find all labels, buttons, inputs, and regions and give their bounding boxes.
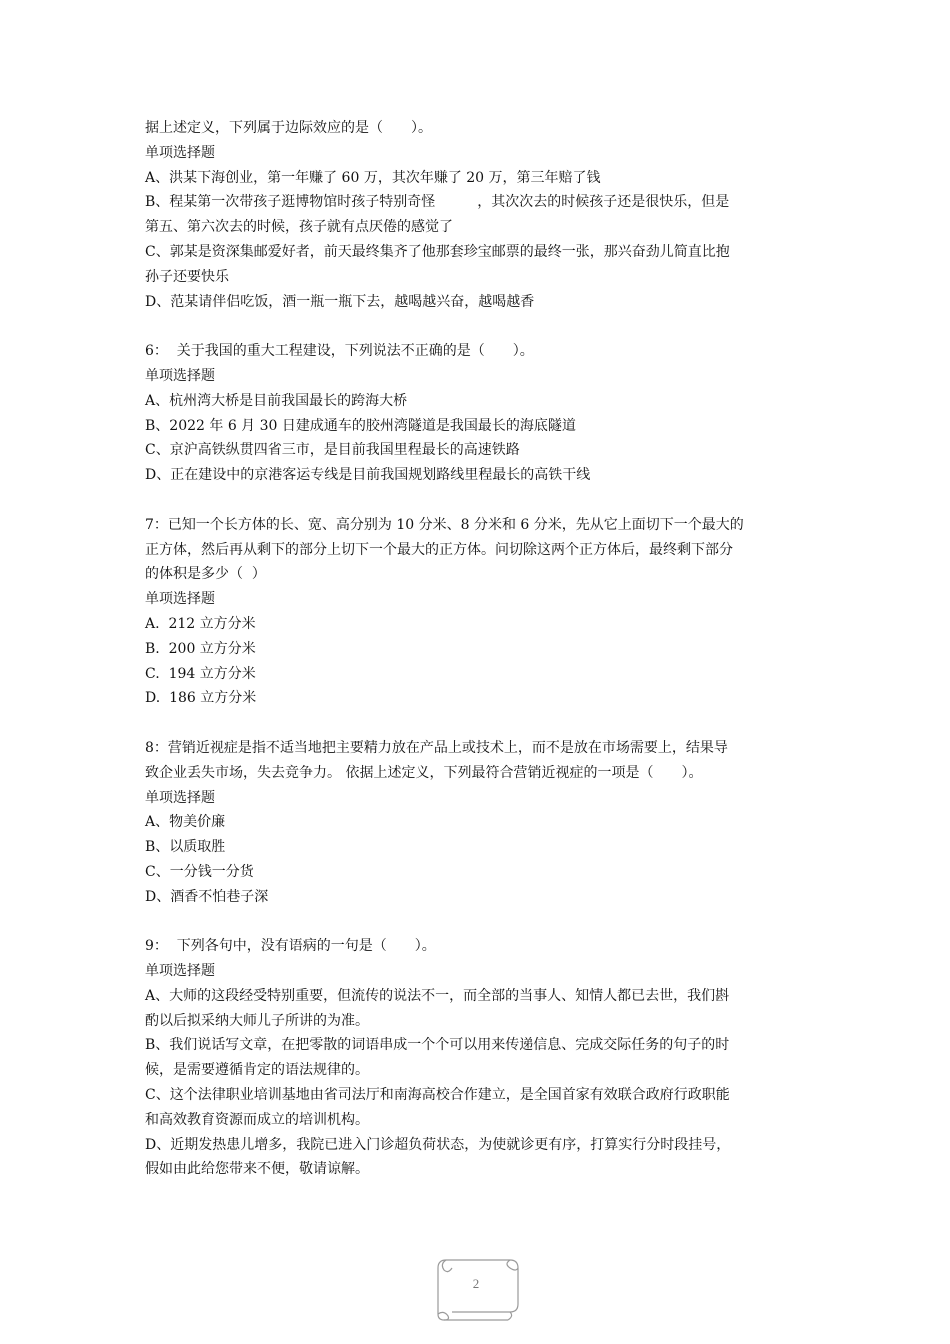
question-5 xyxy=(145,116,810,314)
option-a-cont: 酌以后拟采纳大师儿子所讲的为准。 xyxy=(145,1012,369,1029)
option-a: A. 212 立方分米 xyxy=(145,615,256,632)
option-b: B、以质取胜 xyxy=(145,839,226,856)
question-stem: 7：已知一个长方体的长、宽、高分别为 10 分米、8 分米和 6 分米，先从它上面切下一个最大的 xyxy=(145,516,744,533)
option-b: B、2022 年 6 月 30 日建成通车的胶州湾隧道是我国最长的海底隧道 xyxy=(145,417,576,434)
question-9 xyxy=(145,934,810,1182)
question-stem: 8：营销近视症是指不适当地把主要精力放在产品上或技术上，而不是放在市场需要上，结果导 xyxy=(145,739,728,756)
option-c-cont: 孙子还要快乐 xyxy=(145,268,229,285)
option-c-cont: 和高效教育资源而成立的培训机构。 xyxy=(145,1111,369,1128)
question-type: 单项选择题 xyxy=(145,367,215,384)
question-type: 单项选择题 xyxy=(145,789,215,806)
option-c: C、京沪高铁纵贯四省三市，是目前我国里程最长的高速铁路 xyxy=(145,442,520,459)
question-stem-cont: 致企业丢失市场，失去竞争力。 依据上述定义，下列最符合营销近视症的一项是（ ）。 xyxy=(145,764,703,781)
page-footer xyxy=(430,1254,522,1322)
question-type: 单项选择题 xyxy=(145,591,215,608)
question-stem: 9： 下列各句中，没有语病的一句是（ ）。 xyxy=(145,938,436,955)
option-b: B、程某第一次带孩子逛博物馆时孩子特别奇怪 ，其次次去的时候孩子还是很快乐，但是 xyxy=(145,194,730,211)
option-b-cont: 第五、第六次去的时候，孩子就有点厌倦的感觉了 xyxy=(145,219,453,236)
option-d: D、酒香不怕巷子深 xyxy=(145,888,269,905)
option-d: D. 186 立方分米 xyxy=(145,690,257,707)
option-b: B. 200 立方分米 xyxy=(145,640,256,657)
question-8 xyxy=(145,736,810,910)
option-a: A、杭州湾大桥是目前我国最长的跨海大桥 xyxy=(145,392,408,409)
option-d: D、正在建设中的京港客运专线是目前我国规划路线里程最长的高铁干线 xyxy=(145,467,591,484)
question-type: 单项选择题 xyxy=(145,963,215,980)
option-d: D、近期发热患儿增多，我院已进入门诊超负荷状态，为使就诊更有序，打算实行分时段挂号， xyxy=(145,1136,731,1153)
question-stem: 6： 关于我国的重大工程建设，下列说法不正确的是（ ）。 xyxy=(145,343,534,360)
question-type: 单项选择题 xyxy=(145,144,215,161)
option-b-cont: 候，是需要遵循肯定的语法规律的。 xyxy=(145,1062,369,1079)
option-a: A、物美价廉 xyxy=(145,814,226,831)
question-7 xyxy=(145,513,810,711)
question-stem-cont: 正方体，然后再从剩下的部分上切下一个最大的正方体。问切除这两个正方体后，最终剩下部分 xyxy=(145,541,733,558)
option-c: C、一分钱一分货 xyxy=(145,863,254,880)
document-body xyxy=(145,116,810,1182)
option-a: A、洪某下海创业，第一年赚了 60 万，其次年赚了 20 万，第三年赔了钱 xyxy=(145,169,601,186)
option-d: D、范某请伴侣吃饭，酒一瓶一瓶下去，越喝越兴奋，越喝越香 xyxy=(145,293,535,310)
question-6 xyxy=(145,339,810,488)
option-a: A、大师的这段经受特别重要，但流传的说法不一，而全部的当事人、知情人都已去世，我们斟 xyxy=(145,987,730,1004)
option-d-cont: 假如由此给您带来不便，敬请谅解。 xyxy=(145,1161,369,1178)
option-b: B、我们说话写文章，在把零散的词语串成一个个可以用来传递信息、完成交际任务的句子的时 xyxy=(145,1037,730,1054)
page-number: 2 xyxy=(472,1276,480,1291)
option-c: C、这个法律职业培训基地由省司法厅和南海高校合作建立，是全国首家有效联合政府行政职能 xyxy=(145,1087,730,1104)
question-stem-cont: 的体积是多少（ ） xyxy=(145,566,266,583)
option-c: C. 194 立方分米 xyxy=(145,665,256,682)
option-c: C、郭某是资深集邮爱好者，前天最终集齐了他那套珍宝邮票的最终一张，那兴奋劲儿简直比抱 xyxy=(145,243,730,260)
question-stem: 据上述定义，下列属于边际效应的是（ ）。 xyxy=(145,120,432,136)
